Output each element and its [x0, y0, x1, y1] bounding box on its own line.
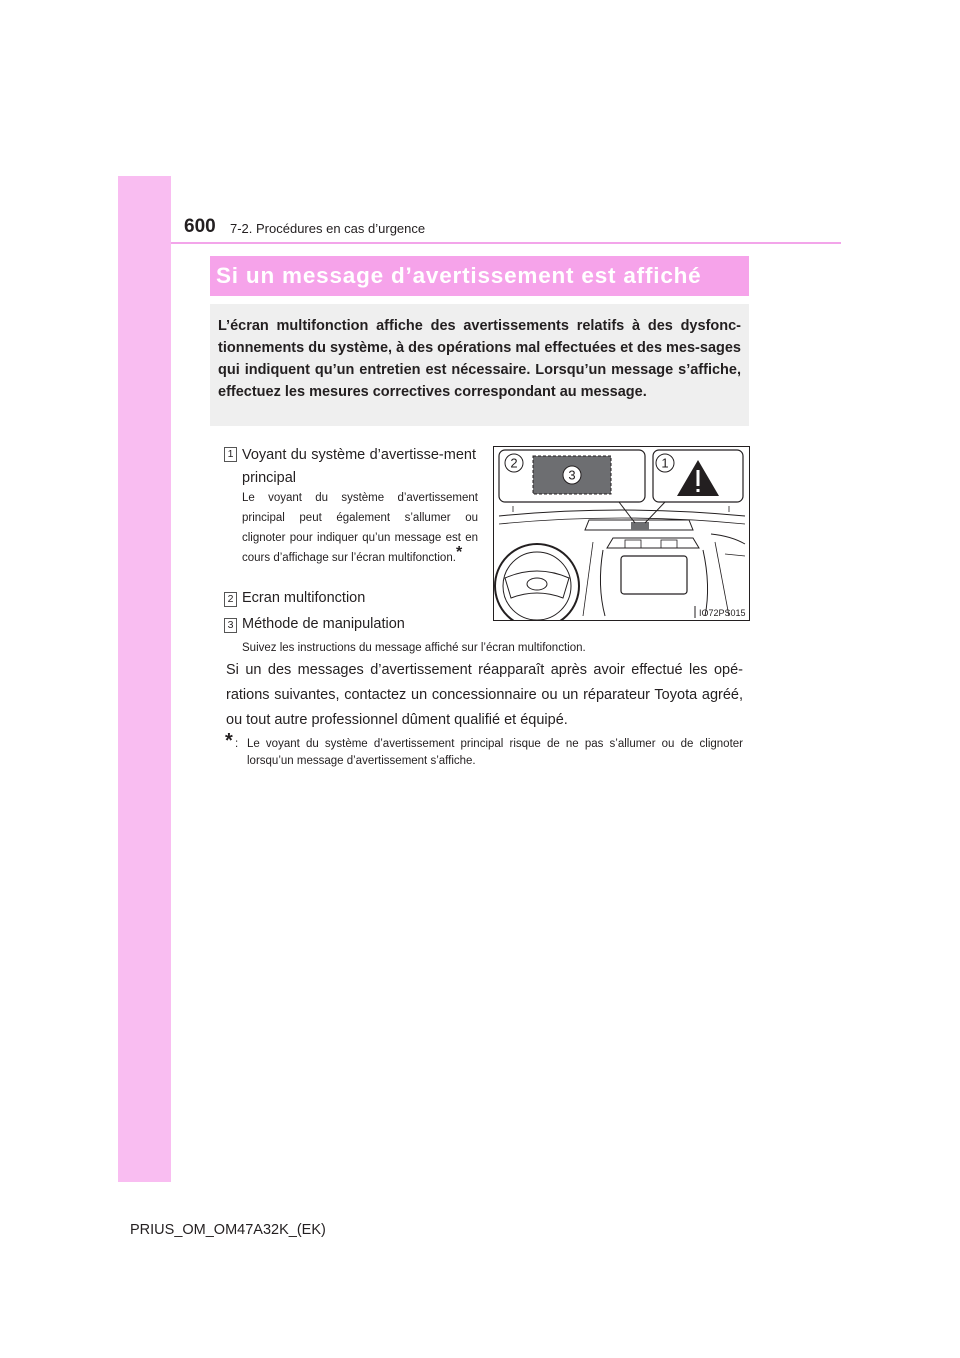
footnote	[235, 736, 743, 770]
intro-text: L’écran multifonction affiche des avertissements relatifs à des dysfonc-tionnements du système, à des opérations mal effectuées et des mes-sages qui indiquent qu’un entretien est nécessaire. Lorsqu’un message s’affiche, effectuez les mesures correctives correspondant au message.	[218, 318, 741, 400]
intro-box	[210, 304, 749, 426]
illustration-code: IO72PS015	[699, 608, 746, 618]
side-tab-strip	[118, 176, 171, 1182]
item-title-3: Méthode de manipulation	[242, 616, 405, 632]
item-number-1: 1	[224, 447, 237, 462]
footnote-colon: :	[235, 738, 239, 750]
footnote-text: Le voyant du système d’avertissement principal risque de ne pas s’allumer ou de clignoter lorsqu’un message d’avertissement s’affiche.	[247, 738, 743, 767]
document-footer: PRIUS_OM_OM47A32K_(EK)	[130, 1222, 326, 1238]
footnote-mark: *	[225, 730, 233, 752]
footnote-reference-mark: *	[455, 544, 463, 561]
page-title-bar	[210, 256, 749, 296]
item-body-1-text: Le voyant du système d’avertissement principal peut également s’allumer ou clignoter pour indiquer qu’un message est en cours d’affichage sur l’écran multifonction.	[242, 492, 478, 564]
section-heading: 7-2. Procédures en cas d’urgence	[230, 221, 426, 236]
dashboard-illustration	[493, 446, 750, 621]
callout-3: 3	[568, 467, 576, 483]
item-number-3: 3	[224, 618, 237, 633]
page-number: 600	[184, 216, 216, 237]
callout-1: 1	[661, 455, 669, 471]
body-paragraph: Si un des messages d’avertissement réapparaît après avoir effectué les opé-rations suivantes, contactez un concessionnaire ou un réparateur Toyota agréé, ou tout autre professionnel dûment qualifié et équipé.	[226, 662, 743, 728]
item-title-1: Voyant du système d’avertisse-ment principal	[242, 447, 476, 486]
callout-2: 2	[510, 455, 518, 471]
header-rule	[171, 242, 841, 244]
item-body-3: Suivez les instructions du message affiché sur l’écran multifonction.	[242, 642, 586, 654]
item-number-2: 2	[224, 592, 237, 607]
item-title-2: Ecran multifonction	[242, 590, 366, 606]
page-title: Si un message d’avertissement est affiché	[216, 263, 702, 288]
item-body-1	[242, 488, 478, 568]
